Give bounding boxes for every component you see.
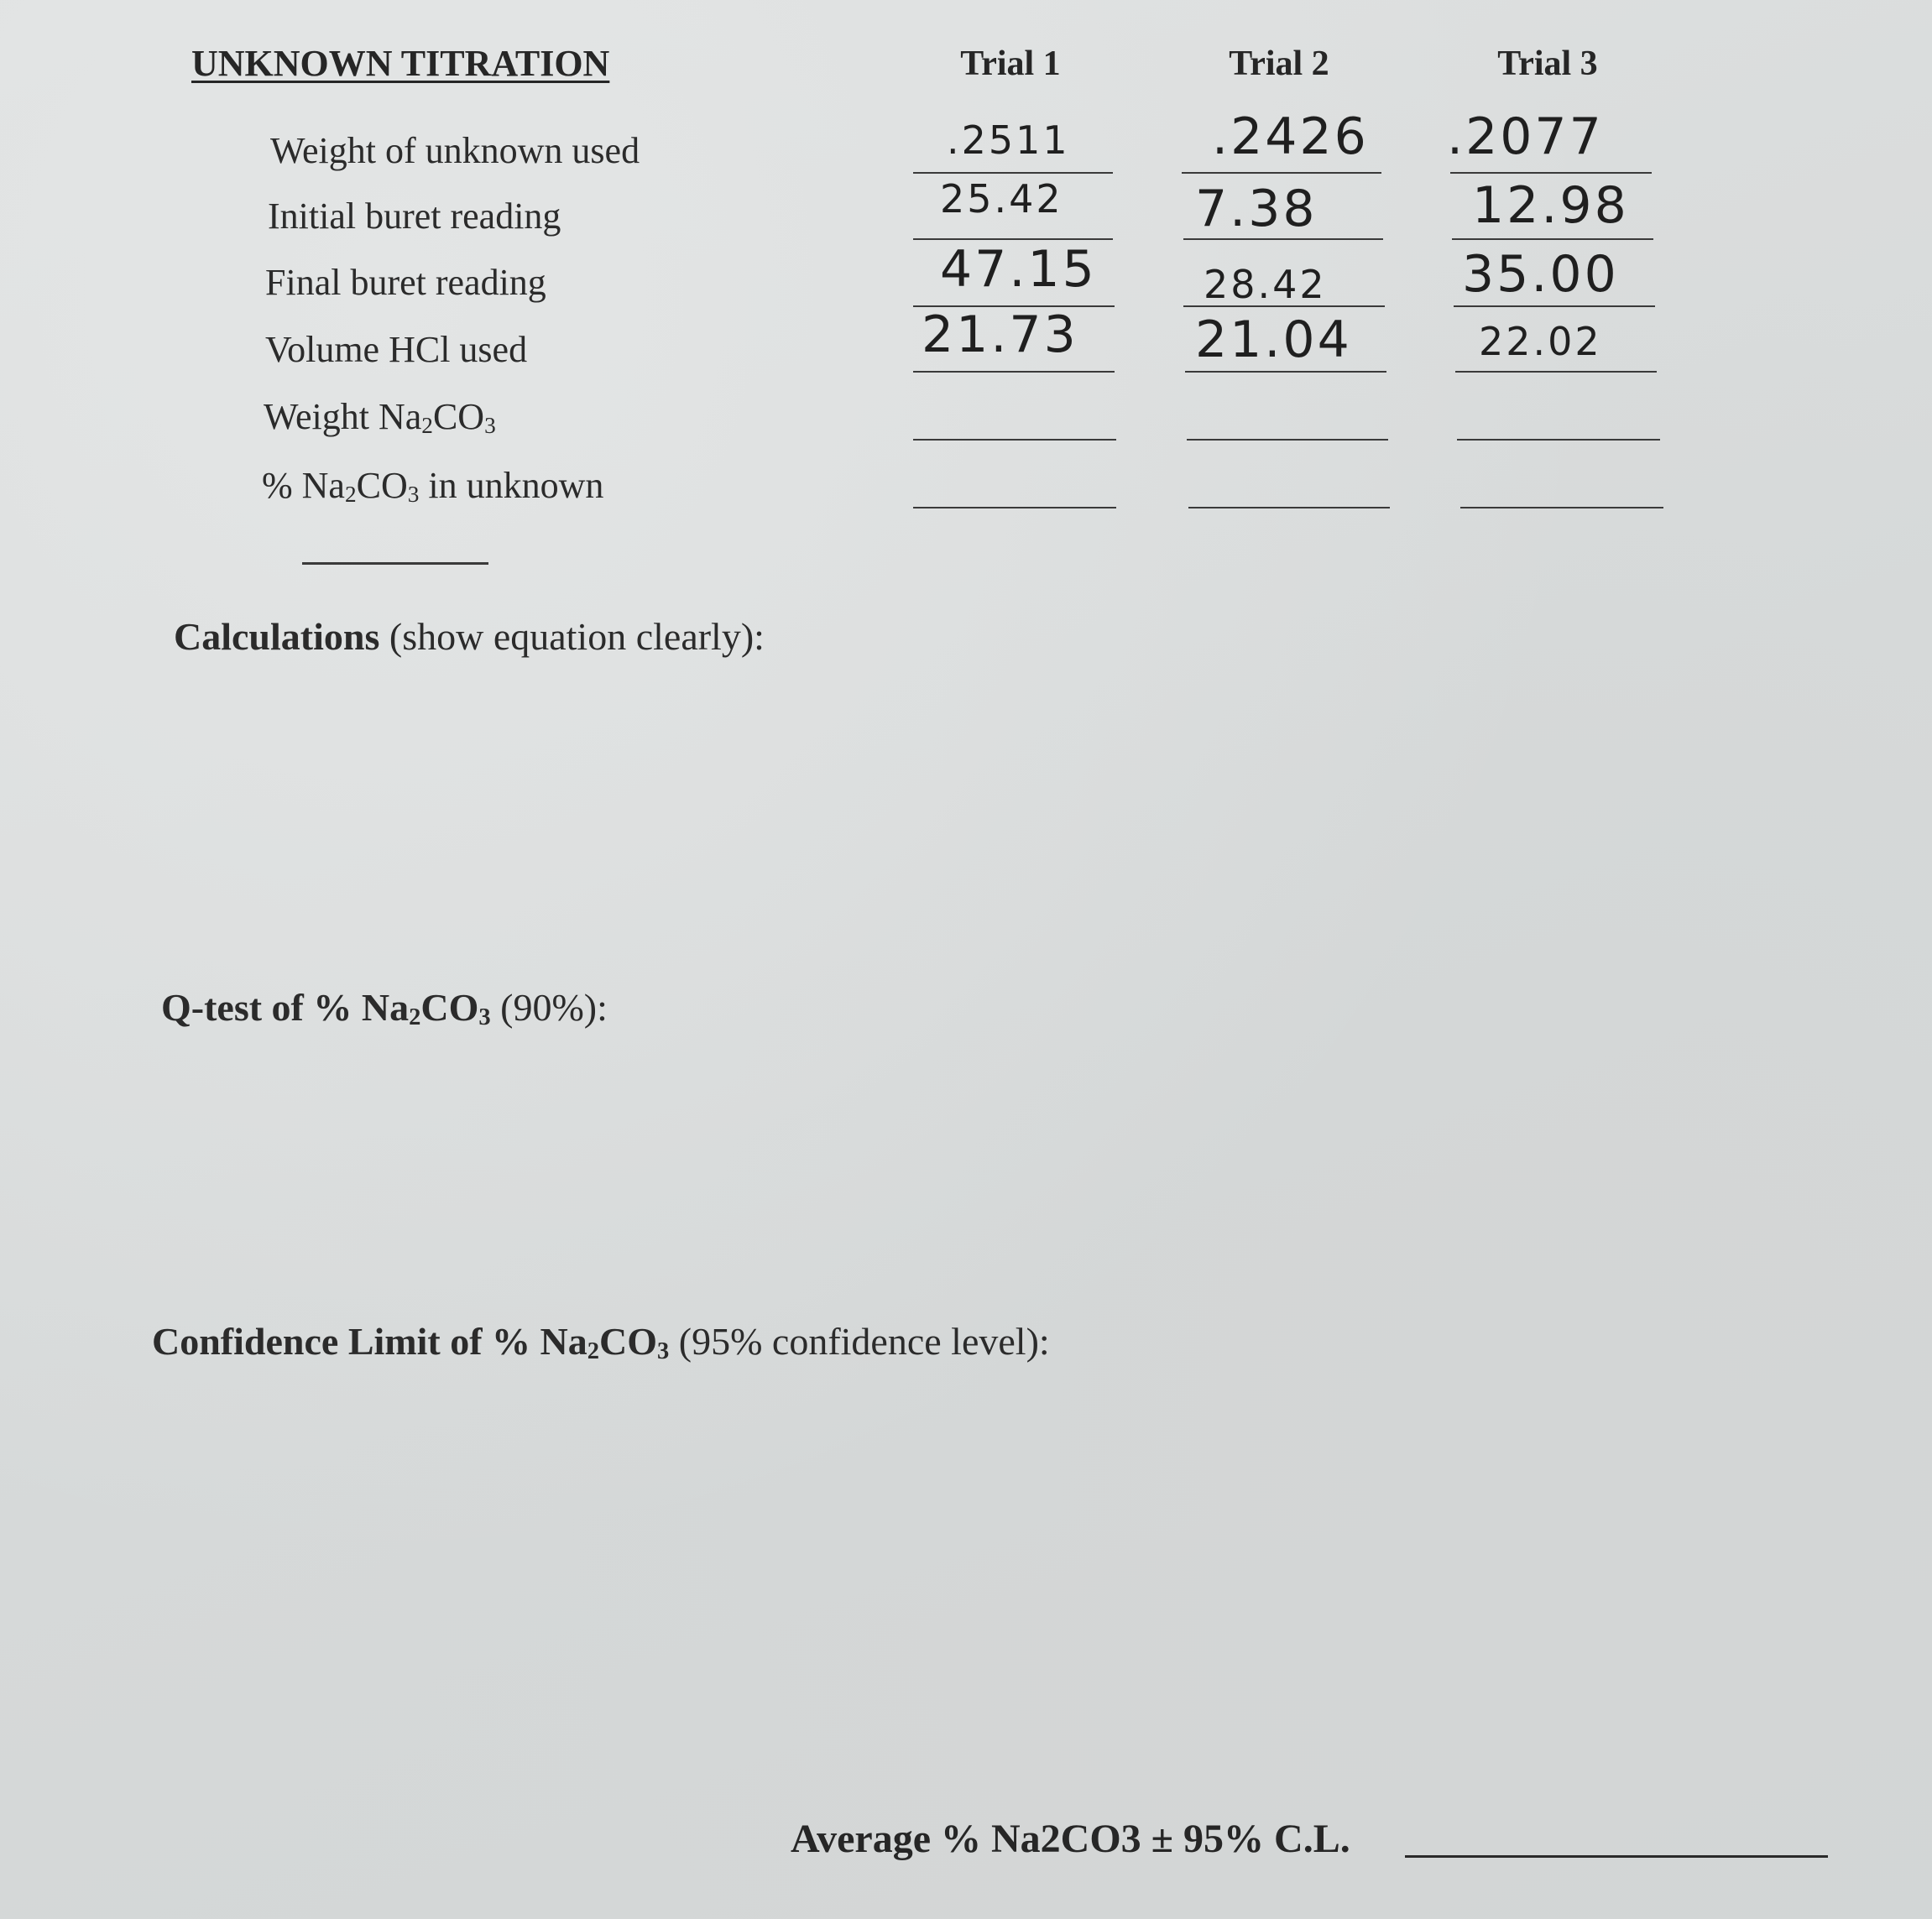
entry-line [1460, 507, 1663, 508]
section-q-test: Q-test of % $Na_2CO_3$ (90%): [161, 986, 608, 1031]
entry-line [1452, 238, 1653, 240]
entry-line [913, 439, 1116, 441]
handwritten-weight-trial-2: .2426 [1212, 107, 1369, 166]
handwritten-volume-trial-3: 22.02 [1479, 319, 1602, 364]
section-confidence-limit: Confidence Limit of % $Na_2CO_3$ (95% confidence level): [152, 1320, 1050, 1365]
average-result-line [1405, 1855, 1828, 1858]
handwritten-final-trial-3: 35.00 [1462, 245, 1619, 304]
handwritten-final-trial-1: 47.15 [940, 240, 1097, 299]
entry-line [1454, 305, 1655, 307]
entry-line [1450, 172, 1652, 174]
average-result-label: Average % Na2CO3 ± 95% C.L. [791, 1817, 1350, 1861]
row-label-initial-buret: Initial buret reading [268, 196, 561, 237]
entry-line [1455, 371, 1657, 373]
row-label-weight-unknown: Weight of unknown used [270, 130, 640, 171]
entry-line [1187, 439, 1388, 441]
column-header-trial-3: Trial 3 [1497, 44, 1598, 83]
entry-line [913, 371, 1115, 373]
row-label-final-buret: Final buret reading [265, 262, 546, 303]
row-label-volume-hcl: Volume HCl used [265, 329, 528, 370]
entry-line [1185, 371, 1386, 373]
handwritten-weight-trial-1: .2511 [947, 117, 1070, 163]
entry-line [913, 172, 1113, 174]
row-label-weight-na2co3: Weight $Na_2CO_3$ [264, 396, 496, 438]
entry-line [1457, 439, 1660, 441]
section-calculations: Calculations (show equation clearly): [174, 615, 765, 658]
entry-line [913, 507, 1116, 508]
handwritten-initial-trial-1: 25.42 [940, 176, 1063, 222]
short-answer-line [302, 562, 488, 565]
entry-line [1182, 172, 1381, 174]
column-header-trial-2: Trial 2 [1229, 44, 1329, 83]
handwritten-final-trial-2: 28.42 [1204, 262, 1327, 307]
handwritten-weight-trial-3: .2077 [1447, 107, 1604, 166]
worksheet-title: UNKNOWN TITRATION [191, 43, 610, 84]
handwritten-volume-trial-1: 21.73 [922, 305, 1078, 364]
handwritten-volume-trial-2: 21.04 [1195, 310, 1352, 369]
row-label-percent-na2co3: % $Na_2CO_3$ in unknown [262, 465, 604, 507]
handwritten-initial-trial-3: 12.98 [1472, 176, 1629, 235]
entry-line [1188, 507, 1390, 508]
entry-line [1183, 238, 1383, 240]
handwritten-initial-trial-2: 7.38 [1195, 180, 1318, 238]
column-header-trial-1: Trial 1 [960, 44, 1061, 83]
